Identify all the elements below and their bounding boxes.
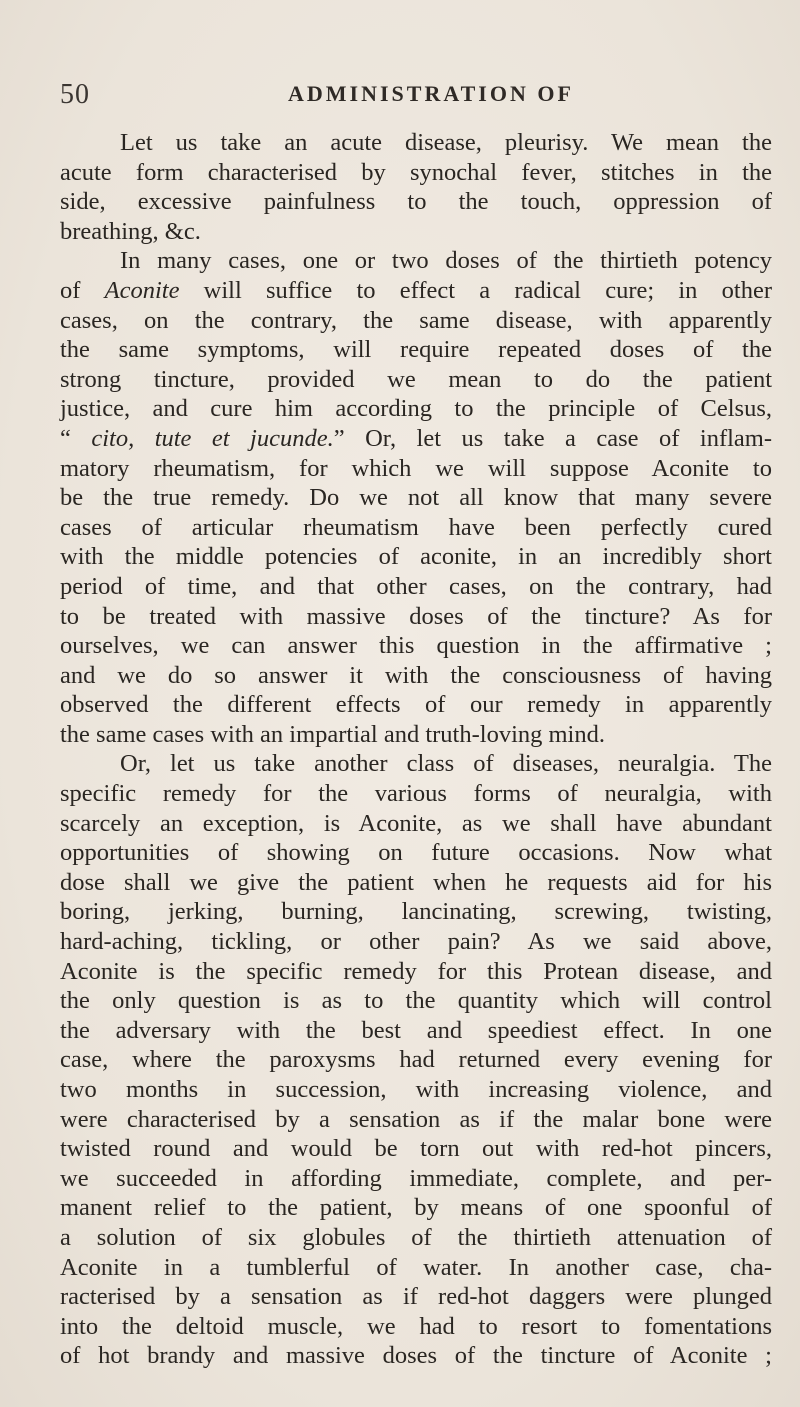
text-line: racterised by a sensation as if red-hot daggers were plunged xyxy=(60,1283,772,1311)
text-line: strong tincture, provided we mean to do the patient xyxy=(60,365,772,393)
text-line: two months in succession, with increasing violence, and xyxy=(60,1076,772,1103)
text-line: “ cito, tute et jucunde.” Or, let us take a case of inflam- xyxy=(60,424,772,452)
text-line: justice, and cure him according to the principle of Celsus, xyxy=(60,395,772,423)
text-line: scarcely an exception, is Aconite, as we shall have abundant xyxy=(60,809,772,837)
text-line: Aconite is the specific remedy for this Protean disease, and xyxy=(60,957,772,985)
text-line: twisted round and would be torn out with red-hot pincers, xyxy=(60,1135,772,1163)
text-line: boring, jerking, burning, lancinating, screwing, twisting, xyxy=(60,898,772,926)
text-line: the only question is as to the quantity which will control xyxy=(60,987,772,1015)
page-number: 50 xyxy=(60,79,90,110)
text-line: and we do so answer it with the consciousness of having xyxy=(60,661,772,689)
running-head xyxy=(60,79,765,113)
text-line: with the middle potencies of aconite, in an incredibly short xyxy=(60,543,772,571)
text-line: we succeeded in affording immediate, complete, and per- xyxy=(60,1164,772,1192)
text-line: observed the different effects of our remedy in apparently xyxy=(60,691,772,719)
text-line: period of time, and that other cases, on the contrary, had xyxy=(60,572,772,600)
italic-phrase: Aconite xyxy=(104,276,180,304)
text-line: the same symptoms, will require repeated doses of the xyxy=(60,336,772,364)
text-line: cases of articular rheumatism have been perfectly cured xyxy=(60,513,772,541)
text-line: In many cases, one or two doses of the thirtieth potency xyxy=(120,247,772,275)
text-line: Let us take an acute disease, pleurisy. We mean the xyxy=(120,129,772,156)
text-line: specific remedy for the various forms of neuralgia, with xyxy=(60,780,772,808)
text-line: Or, let us take another class of diseases, neuralgia. The xyxy=(120,750,772,778)
text-line: be the true remedy. Do we not all know that many severe xyxy=(60,484,772,512)
text-line: hard-aching, tickling, or other pain? As we said above, xyxy=(60,928,772,956)
italic-phrase: cito, tute et jucunde. xyxy=(91,424,334,452)
text-line: into the deltoid muscle, we had to resort to fomentations xyxy=(60,1312,772,1340)
text-line: to be treated with massive doses of the tincture? As for xyxy=(60,602,772,630)
text-line: the adversary with the best and speediest effect. In one xyxy=(60,1016,772,1044)
text-line: were characterised by a sensation as if the malar bone were xyxy=(60,1105,772,1133)
text-line: the same cases with an impartial and truth-loving mind. xyxy=(60,720,605,748)
running-title: ADMINISTRATION OF xyxy=(288,81,574,106)
text-line: acute form characterised by synochal fever, stitches in the xyxy=(60,158,772,186)
text-line: cases, on the contrary, the same disease, with apparently xyxy=(60,306,772,334)
text-line: opportunities of showing on future occasions. Now what xyxy=(60,839,772,867)
body-text xyxy=(60,128,772,1371)
text-line: of hot brandy and massive doses of the tincture of Aconite ; xyxy=(60,1342,772,1370)
text-line: breathing, &c. xyxy=(60,217,201,245)
text-line: ourselves, we can answer this question in the affirmative ; xyxy=(60,632,772,660)
text-line: a solution of six globules of the thirtieth attenuation of xyxy=(60,1223,772,1251)
text-line: side, excessive painfulness to the touch, oppression of xyxy=(60,188,772,216)
text-line: dose shall we give the patient when he requests aid for his xyxy=(60,868,772,896)
text-line: matory rheumatism, for which we will suppose Aconite to xyxy=(60,454,772,482)
text-line: Aconite in a tumblerful of water. In another case, cha- xyxy=(60,1253,772,1281)
text-line: case, where the paroxysms had returned every evening for xyxy=(60,1046,772,1074)
text-line: manent relief to the patient, by means of one spoonful of xyxy=(60,1194,772,1222)
text-line: of Aconite will suffice to effect a radical cure; in other xyxy=(60,276,772,304)
